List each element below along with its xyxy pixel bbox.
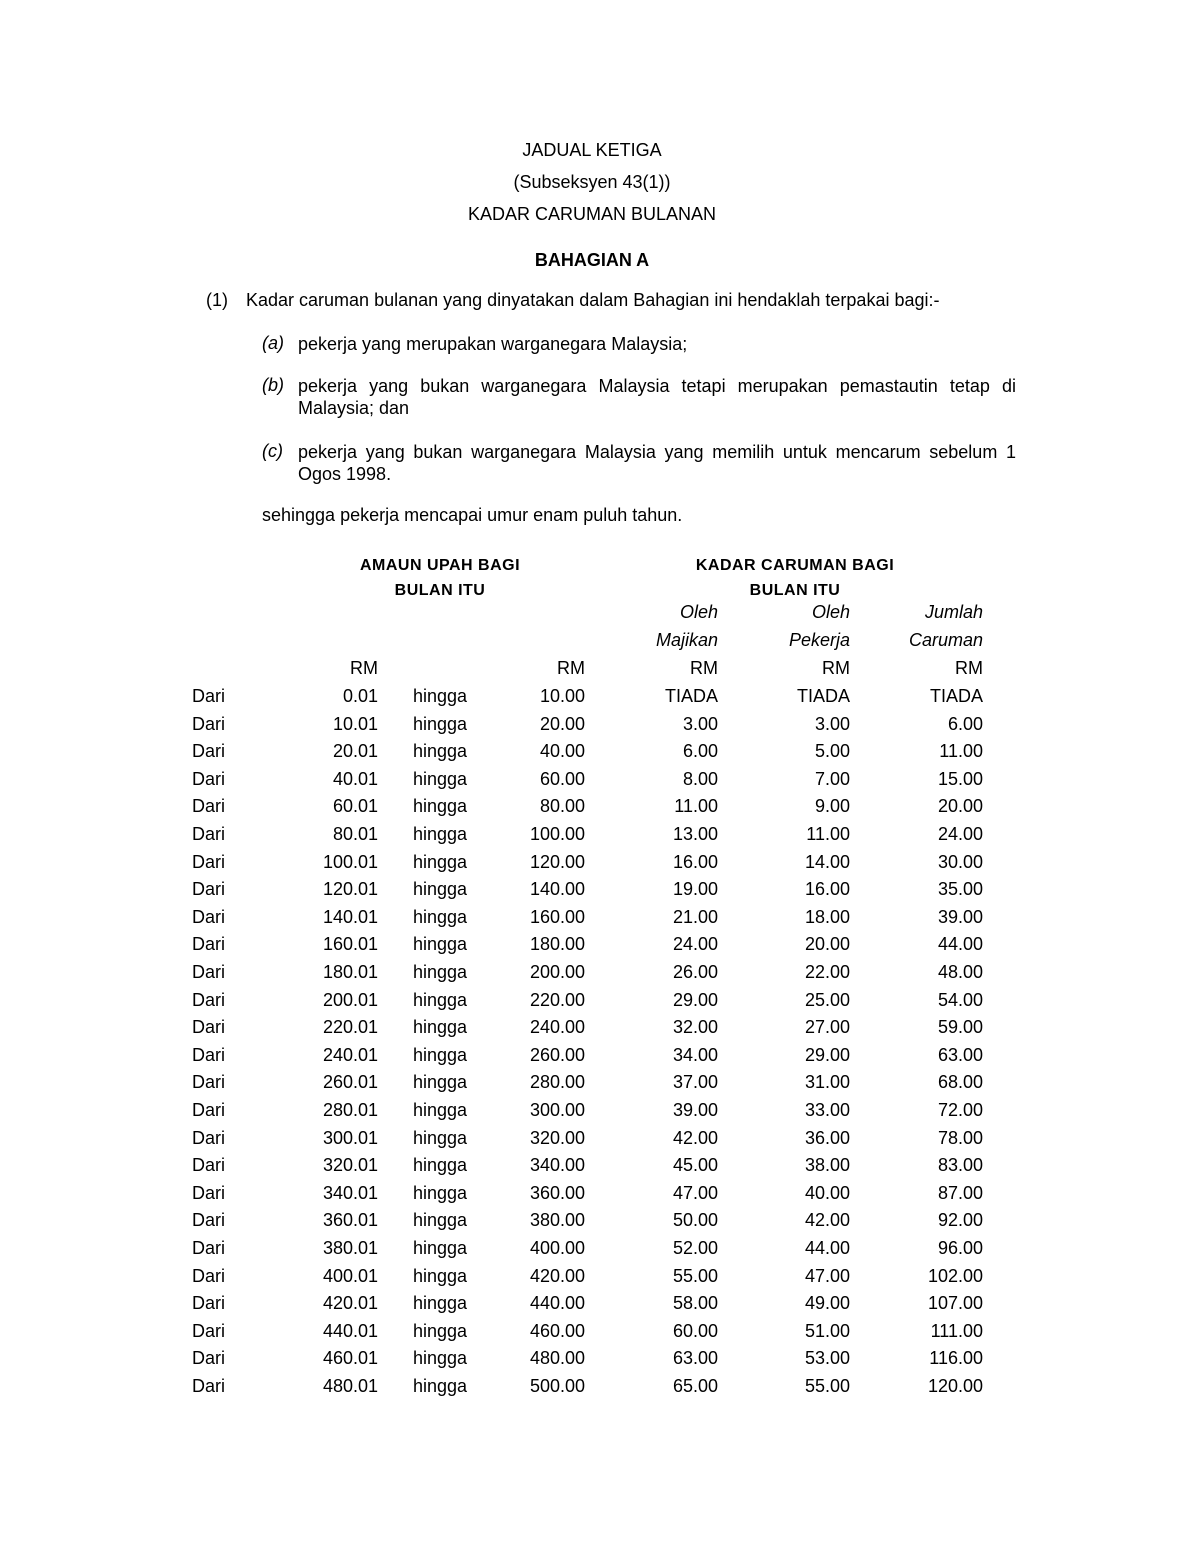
currency-label-to: RM — [557, 658, 585, 678]
employer-contribution: 45.00 — [672, 1155, 718, 1175]
row-from-word: Dari — [192, 1293, 226, 1313]
total-contribution: 59.00 — [937, 1017, 983, 1037]
wage-to: 500.00 — [529, 1376, 585, 1396]
row-from-word: Dari — [192, 1266, 226, 1286]
table-row — [0, 852, 1200, 880]
employer-subheader-line2: Majikan — [655, 630, 718, 650]
total-contribution: 6.00 — [947, 714, 983, 734]
row-to-word: hingga — [413, 1017, 468, 1037]
table-row — [0, 934, 1200, 962]
clause-text: Kadar caruman bulanan yang dinyatakan dalam Bahagian ini hendaklah terpakai bagi:- — [246, 290, 940, 310]
table-row — [0, 1045, 1200, 1073]
table-row — [0, 1100, 1200, 1128]
row-from-word: Dari — [192, 1238, 226, 1258]
employer-contribution: 16.00 — [672, 852, 718, 872]
total-contribution: 111.00 — [930, 1321, 983, 1341]
clause-closing: sehingga pekerja mencapai umur enam puluh tahun. — [262, 505, 683, 525]
employer-contribution: 63.00 — [672, 1348, 718, 1368]
wage-from: 440.01 — [322, 1321, 378, 1341]
table-row — [0, 1321, 1200, 1349]
wage-to: 60.00 — [539, 769, 585, 789]
wages-header-line1: AMAUN UPAH BAGI — [359, 557, 521, 574]
wage-to: 200.00 — [529, 962, 585, 982]
employer-contribution: 29.00 — [672, 990, 718, 1010]
currency-label-employer: RM — [690, 658, 718, 678]
currency-label-total: RM — [955, 658, 983, 678]
row-from-word: Dari — [192, 907, 226, 927]
employee-contribution: 40.00 — [804, 1183, 850, 1203]
row-to-word: hingga — [413, 1128, 468, 1148]
row-to-word: hingga — [413, 1183, 468, 1203]
row-from-word: Dari — [192, 1348, 226, 1368]
item-b-label: (b) — [262, 375, 284, 395]
employee-contribution: 29.00 — [804, 1045, 850, 1065]
wage-to: 160.00 — [529, 907, 585, 927]
employee-contribution: 18.00 — [804, 907, 850, 927]
employer-contribution: 50.00 — [672, 1210, 718, 1230]
employer-contribution: 19.00 — [672, 879, 718, 899]
total-contribution: 44.00 — [937, 934, 983, 954]
row-to-word: hingga — [413, 1376, 468, 1396]
total-contribution: 39.00 — [937, 907, 983, 927]
row-from-word: Dari — [192, 1100, 226, 1120]
clause-number: (1) — [206, 290, 228, 310]
employee-contribution: 5.00 — [814, 741, 850, 761]
employer-contribution: 8.00 — [682, 769, 718, 789]
employee-contribution: 11.00 — [806, 824, 850, 844]
page-title: JADUAL KETIGA — [522, 140, 662, 160]
employee-contribution: 36.00 — [804, 1128, 850, 1148]
employee-contribution: 14.00 — [804, 852, 850, 872]
wage-from: 300.01 — [322, 1128, 378, 1148]
total-contribution: 68.00 — [937, 1072, 983, 1092]
row-to-word: hingga — [413, 686, 468, 706]
employer-contribution: 52.00 — [672, 1238, 718, 1258]
wage-from: 160.01 — [322, 934, 378, 954]
part-heading: BAHAGIAN A — [534, 250, 650, 270]
employer-contribution: 55.00 — [672, 1266, 718, 1286]
employee-subheader-line1: Oleh — [811, 602, 850, 622]
table-row — [0, 769, 1200, 797]
wage-from: 260.01 — [322, 1072, 378, 1092]
total-contribution: 92.00 — [937, 1210, 983, 1230]
wage-from: 180.01 — [322, 962, 378, 982]
row-to-word: hingga — [413, 1238, 468, 1258]
total-contribution: 72.00 — [937, 1100, 983, 1120]
wage-from: 240.01 — [322, 1045, 378, 1065]
employer-contribution: 42.00 — [672, 1128, 718, 1148]
wage-to: 400.00 — [529, 1238, 585, 1258]
row-to-word: hingga — [413, 769, 468, 789]
wage-from: 60.01 — [332, 796, 378, 816]
row-to-word: hingga — [413, 1045, 468, 1065]
row-to-word: hingga — [413, 934, 468, 954]
wage-from: 20.01 — [332, 741, 378, 761]
total-contribution: 15.00 — [937, 769, 983, 789]
table-row — [0, 990, 1200, 1018]
employee-contribution: 38.00 — [804, 1155, 850, 1175]
row-to-word: hingga — [413, 1293, 468, 1313]
total-contribution: 83.00 — [937, 1155, 983, 1175]
row-to-word: hingga — [413, 852, 468, 872]
table-row — [0, 1376, 1200, 1404]
wage-to: 20.00 — [539, 714, 585, 734]
wage-to: 240.00 — [529, 1017, 585, 1037]
wage-from: 360.01 — [322, 1210, 378, 1230]
total-contribution: 102.00 — [927, 1266, 983, 1286]
wage-to: 10.00 — [539, 686, 585, 706]
employee-contribution: 42.00 — [804, 1210, 850, 1230]
row-to-word: hingga — [413, 1210, 468, 1230]
item-c-text: pekerja yang bukan warganegara Malaysia yang memilih untuk mencarum sebelum 1 Ogos 1998. — [298, 442, 1016, 484]
row-from-word: Dari — [192, 1072, 226, 1092]
wage-from: 280.01 — [322, 1100, 378, 1120]
employer-contribution: 37.00 — [672, 1072, 718, 1092]
row-from-word: Dari — [192, 962, 226, 982]
row-from-word: Dari — [192, 1183, 226, 1203]
total-contribution: 11.00 — [939, 741, 983, 761]
total-contribution: 107.00 — [927, 1293, 983, 1313]
row-to-word: hingga — [413, 907, 468, 927]
wage-from: 480.01 — [322, 1376, 378, 1396]
wage-to: 440.00 — [529, 1293, 585, 1313]
employer-contribution: 65.00 — [672, 1376, 718, 1396]
row-from-word: Dari — [192, 741, 226, 761]
employee-contribution: 33.00 — [804, 1100, 850, 1120]
wage-from: 0.01 — [342, 686, 378, 706]
total-contribution: 116.00 — [929, 1348, 983, 1368]
wage-to: 260.00 — [529, 1045, 585, 1065]
wage-to: 300.00 — [529, 1100, 585, 1120]
wage-to: 320.00 — [529, 1128, 585, 1148]
employer-contribution: 11.00 — [674, 796, 718, 816]
table-row — [0, 796, 1200, 824]
total-contribution: 48.00 — [937, 962, 983, 982]
wage-to: 40.00 — [539, 741, 585, 761]
wage-from: 80.01 — [332, 824, 378, 844]
employer-subheader-line1: Oleh — [679, 602, 718, 622]
table-row — [0, 1266, 1200, 1294]
row-to-word: hingga — [413, 824, 468, 844]
row-from-word: Dari — [192, 1017, 226, 1037]
employee-contribution: 22.00 — [804, 962, 850, 982]
employer-contribution: 60.00 — [672, 1321, 718, 1341]
currency-label-from: RM — [350, 658, 378, 678]
employee-contribution: 44.00 — [804, 1238, 850, 1258]
row-from-word: Dari — [192, 934, 226, 954]
table-row — [0, 1238, 1200, 1266]
total-contribution: 78.00 — [937, 1128, 983, 1148]
table-row — [0, 1210, 1200, 1238]
wage-to: 380.00 — [529, 1210, 585, 1230]
wage-to: 340.00 — [529, 1155, 585, 1175]
employer-contribution: 13.00 — [672, 824, 718, 844]
wages-header-line2: BULAN ITU — [394, 582, 486, 599]
table-row — [0, 741, 1200, 769]
wage-from: 100.01 — [322, 852, 378, 872]
wage-from: 140.01 — [322, 907, 378, 927]
employer-contribution: TIADA — [664, 686, 718, 706]
row-to-word: hingga — [413, 714, 468, 734]
item-b-text: pekerja yang bukan warganegara Malaysia tetapi merupakan pemastautin tetap di Malaysia; dan — [298, 376, 1016, 418]
employer-contribution: 34.00 — [672, 1045, 718, 1065]
total-contribution: 20.00 — [937, 796, 983, 816]
employee-contribution: 27.00 — [804, 1017, 850, 1037]
total-contribution: 120.00 — [927, 1376, 983, 1396]
wage-from: 320.01 — [322, 1155, 378, 1175]
wage-from: 460.01 — [322, 1348, 378, 1368]
wage-to: 420.00 — [529, 1266, 585, 1286]
total-contribution: TIADA — [929, 686, 983, 706]
row-from-word: Dari — [192, 1376, 226, 1396]
table-row — [0, 1072, 1200, 1100]
row-from-word: Dari — [192, 1321, 226, 1341]
row-from-word: Dari — [192, 852, 226, 872]
employer-contribution: 26.00 — [672, 962, 718, 982]
row-from-word: Dari — [192, 824, 226, 844]
item-a-text: pekerja yang merupakan warganegara Malaysia; — [298, 334, 688, 354]
employee-subheader-line2: Pekerja — [788, 630, 850, 650]
row-from-word: Dari — [192, 1155, 226, 1175]
employer-contribution: 47.00 — [672, 1183, 718, 1203]
row-to-word: hingga — [413, 1155, 468, 1175]
employee-contribution: 3.00 — [814, 714, 850, 734]
wage-from: 220.01 — [322, 1017, 378, 1037]
wage-to: 460.00 — [529, 1321, 585, 1341]
contrib-header-line2: BULAN ITU — [749, 582, 841, 599]
wage-to: 480.00 — [529, 1348, 585, 1368]
item-a-label: (a) — [262, 333, 284, 353]
table-row — [0, 1128, 1200, 1156]
row-to-word: hingga — [413, 1100, 468, 1120]
wage-from: 40.01 — [332, 769, 378, 789]
wage-to: 220.00 — [529, 990, 585, 1010]
total-contribution: 24.00 — [937, 824, 983, 844]
wage-to: 80.00 — [539, 796, 585, 816]
table-row — [0, 962, 1200, 990]
employee-contribution: 51.00 — [804, 1321, 850, 1341]
wage-from: 10.01 — [332, 714, 378, 734]
employee-contribution: 53.00 — [804, 1348, 850, 1368]
employee-contribution: TIADA — [796, 686, 850, 706]
row-from-word: Dari — [192, 1045, 226, 1065]
subsection-reference: (Subseksyen 43(1)) — [513, 172, 671, 192]
row-from-word: Dari — [192, 686, 226, 706]
table-row — [0, 1183, 1200, 1211]
total-subheader-line1: Jumlah — [924, 602, 983, 622]
total-contribution: 87.00 — [937, 1183, 983, 1203]
wage-to: 120.00 — [529, 852, 585, 872]
wage-to: 140.00 — [529, 879, 585, 899]
employer-contribution: 21.00 — [672, 907, 718, 927]
contrib-header-line1: KADAR CARUMAN BAGI — [695, 557, 895, 574]
wage-to: 100.00 — [529, 824, 585, 844]
row-from-word: Dari — [192, 1128, 226, 1148]
row-to-word: hingga — [413, 990, 468, 1010]
row-to-word: hingga — [413, 1266, 468, 1286]
currency-label-employee: RM — [822, 658, 850, 678]
row-from-word: Dari — [192, 1210, 226, 1230]
table-row — [0, 824, 1200, 852]
page-subtitle: KADAR CARUMAN BULANAN — [467, 204, 717, 224]
employer-contribution: 6.00 — [682, 741, 718, 761]
row-from-word: Dari — [192, 796, 226, 816]
row-to-word: hingga — [413, 1348, 468, 1368]
total-contribution: 63.00 — [937, 1045, 983, 1065]
wage-to: 360.00 — [529, 1183, 585, 1203]
wage-from: 420.01 — [322, 1293, 378, 1313]
row-to-word: hingga — [413, 1321, 468, 1341]
table-row — [0, 907, 1200, 935]
table-row — [0, 1293, 1200, 1321]
row-from-word: Dari — [192, 879, 226, 899]
employer-contribution: 32.00 — [672, 1017, 718, 1037]
employee-contribution: 9.00 — [814, 796, 850, 816]
wage-to: 280.00 — [529, 1072, 585, 1092]
table-row — [0, 1348, 1200, 1376]
employee-contribution: 20.00 — [804, 934, 850, 954]
row-to-word: hingga — [413, 741, 468, 761]
row-to-word: hingga — [413, 962, 468, 982]
employee-contribution: 7.00 — [814, 769, 850, 789]
total-subheader-line2: Caruman — [908, 630, 983, 650]
row-to-word: hingga — [413, 796, 468, 816]
row-from-word: Dari — [192, 714, 226, 734]
row-to-word: hingga — [413, 879, 468, 899]
total-contribution: 96.00 — [937, 1238, 983, 1258]
employee-contribution: 55.00 — [804, 1376, 850, 1396]
table-row — [0, 879, 1200, 907]
wage-from: 380.01 — [322, 1238, 378, 1258]
employee-contribution: 25.00 — [804, 990, 850, 1010]
employee-contribution: 47.00 — [804, 1266, 850, 1286]
employee-contribution: 31.00 — [804, 1072, 850, 1092]
row-from-word: Dari — [192, 769, 226, 789]
employee-contribution: 16.00 — [804, 879, 850, 899]
employer-contribution: 24.00 — [672, 934, 718, 954]
wage-from: 120.01 — [322, 879, 378, 899]
total-contribution: 35.00 — [937, 879, 983, 899]
employee-contribution: 49.00 — [804, 1293, 850, 1313]
employer-contribution: 3.00 — [682, 714, 718, 734]
total-contribution: 30.00 — [937, 852, 983, 872]
row-from-word: Dari — [192, 990, 226, 1010]
total-contribution: 54.00 — [937, 990, 983, 1010]
employer-contribution: 58.00 — [672, 1293, 718, 1313]
table-row — [0, 1155, 1200, 1183]
item-c-label: (c) — [262, 441, 283, 461]
wage-to: 180.00 — [529, 934, 585, 954]
employer-contribution: 39.00 — [672, 1100, 718, 1120]
row-to-word: hingga — [413, 1072, 468, 1092]
table-row — [0, 714, 1200, 742]
wage-from: 340.01 — [322, 1183, 378, 1203]
wage-from: 400.01 — [322, 1266, 378, 1286]
table-row — [0, 1017, 1200, 1045]
wage-from: 200.01 — [322, 990, 378, 1010]
table-row — [0, 686, 1200, 714]
